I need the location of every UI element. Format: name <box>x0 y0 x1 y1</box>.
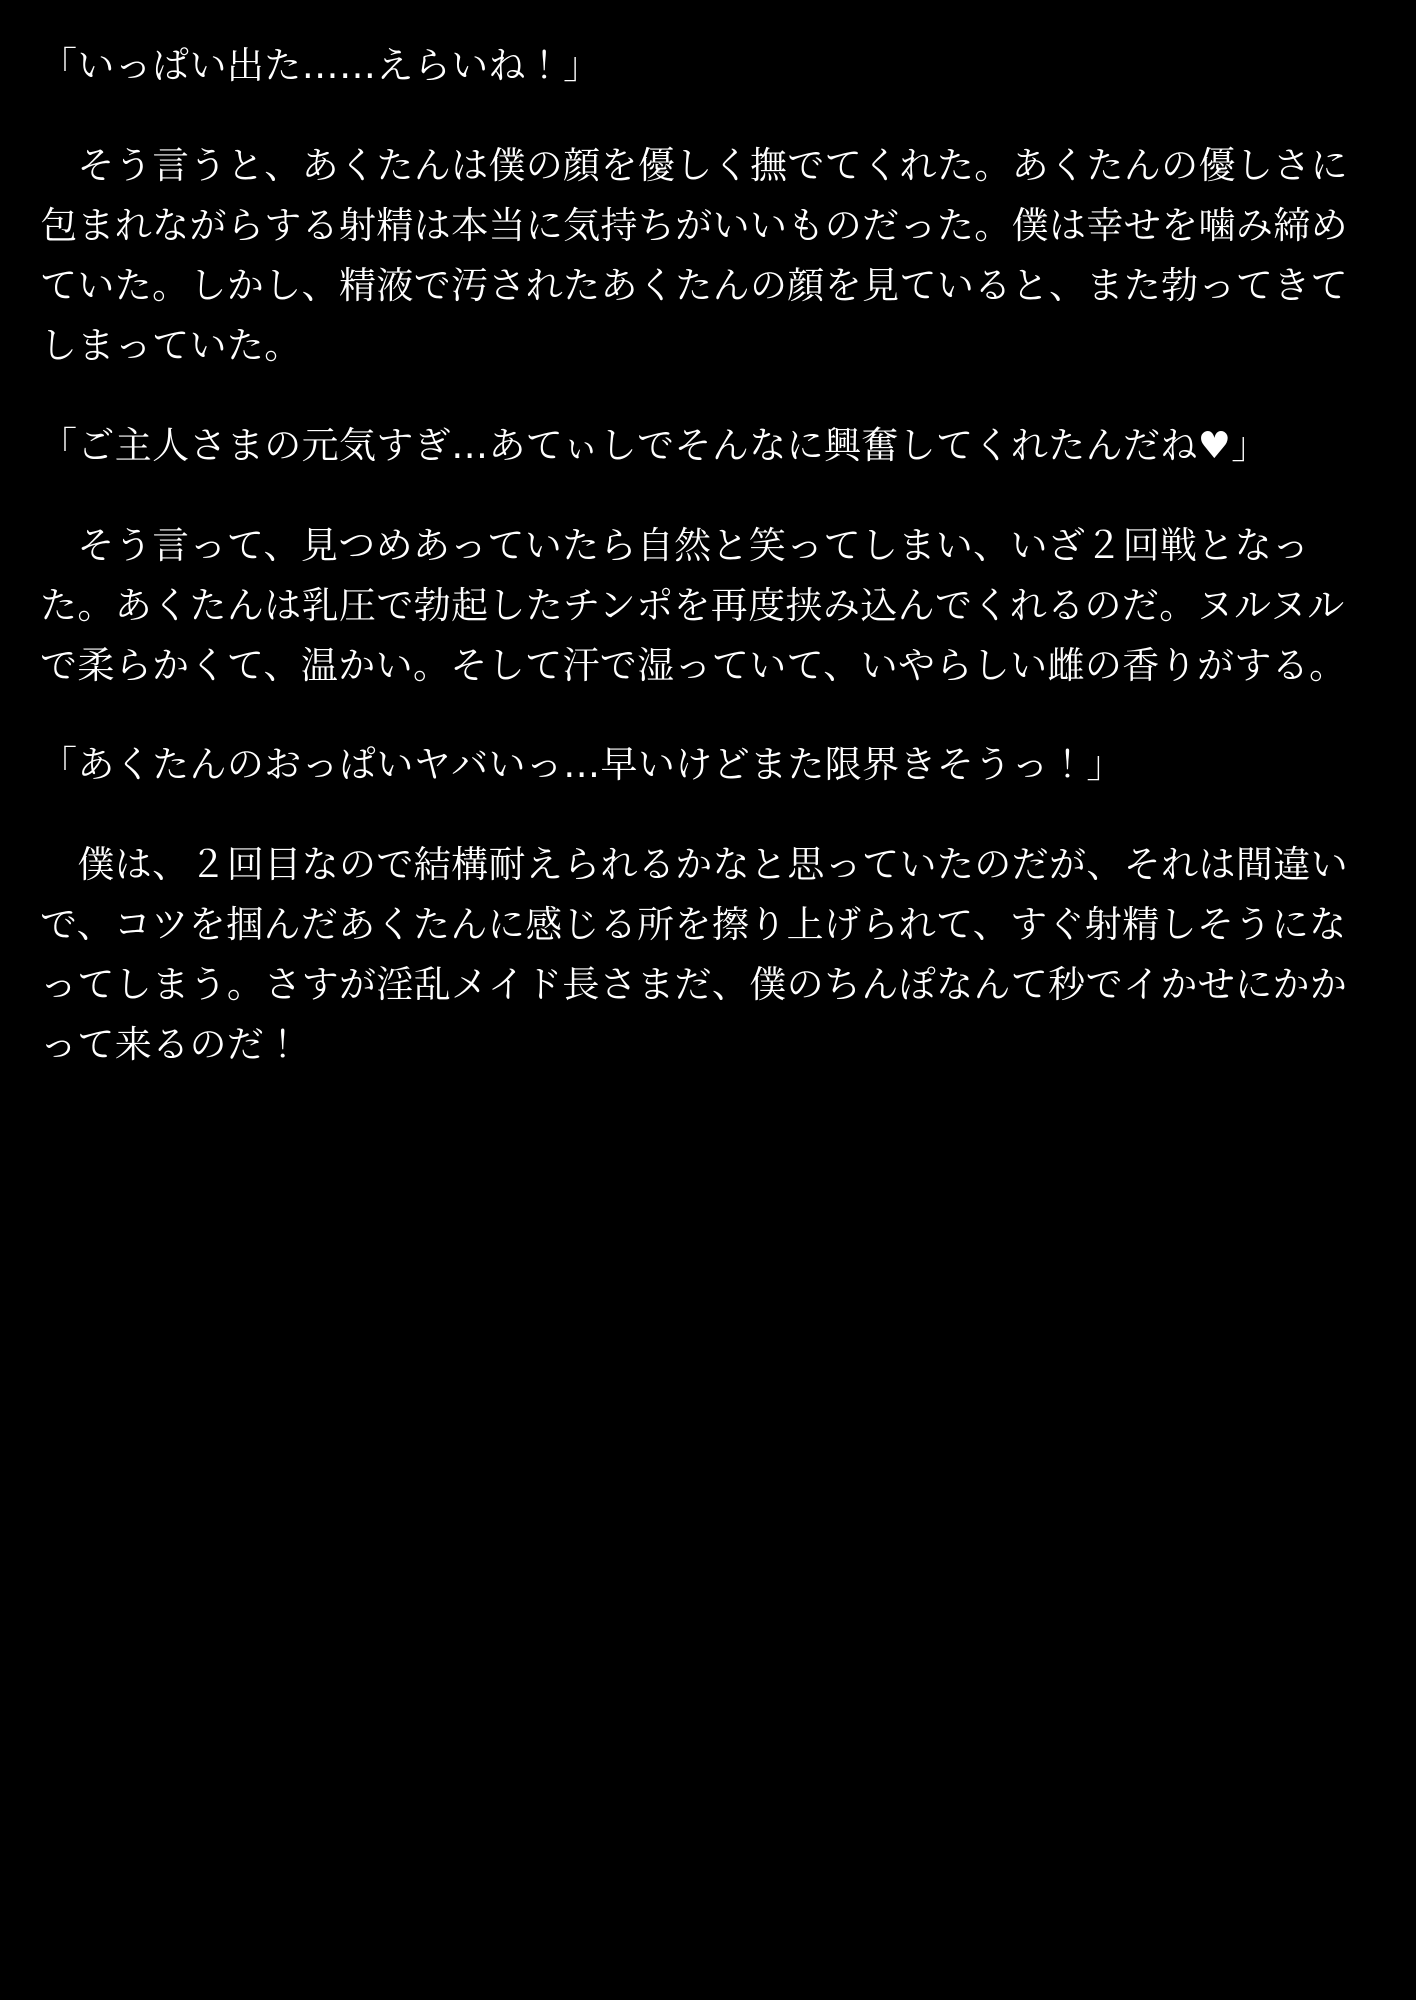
paragraph: そう言うと、あくたんは僕の顔を優しく撫でてくれた。あくたんの優しさに包まれながらする射精は本当に気持ちがいいものだった。僕は幸せを噛み締めていた。しかし、精液で汚されたあくたんの顔を見ていると、また勃ってきてしまっていた。 <box>40 143 1348 367</box>
paragraph: 「いっぱい出た……えらいね！」 <box>40 44 601 87</box>
paragraph: 「あくたんのおっぱいヤバいっ…早いけどまた限界きそうっ！」 <box>40 743 1124 787</box>
paragraph: 「ご主人さまの元気すぎ…あてぃしでそんなに興奮してくれたんだね♥」 <box>40 423 1269 467</box>
paragraph: そう言って、見つめあっていたら自然と笑ってしまい、いざ２回戦となった。あくたんは乳圧で勃起したチンポを再度挟み込んでくれるのだ。ヌルヌルで柔らかくて、温かい。そして汗で湿っていて、いやらしい雌の香りがする。 <box>40 523 1347 687</box>
story-text-body <box>40 36 1376 1075</box>
paragraph: 僕は、２回目なので結構耐えられるかなと思っていたのだが、それは間違いで、コツを掴んだあくたんに感じる所を擦り上げられて、すぐ射精しそうになってしまう。さすが淫乱メイド長さまだ、僕のちんぽなんて秒でイかせにかかって来るのだ！ <box>40 843 1348 1067</box>
